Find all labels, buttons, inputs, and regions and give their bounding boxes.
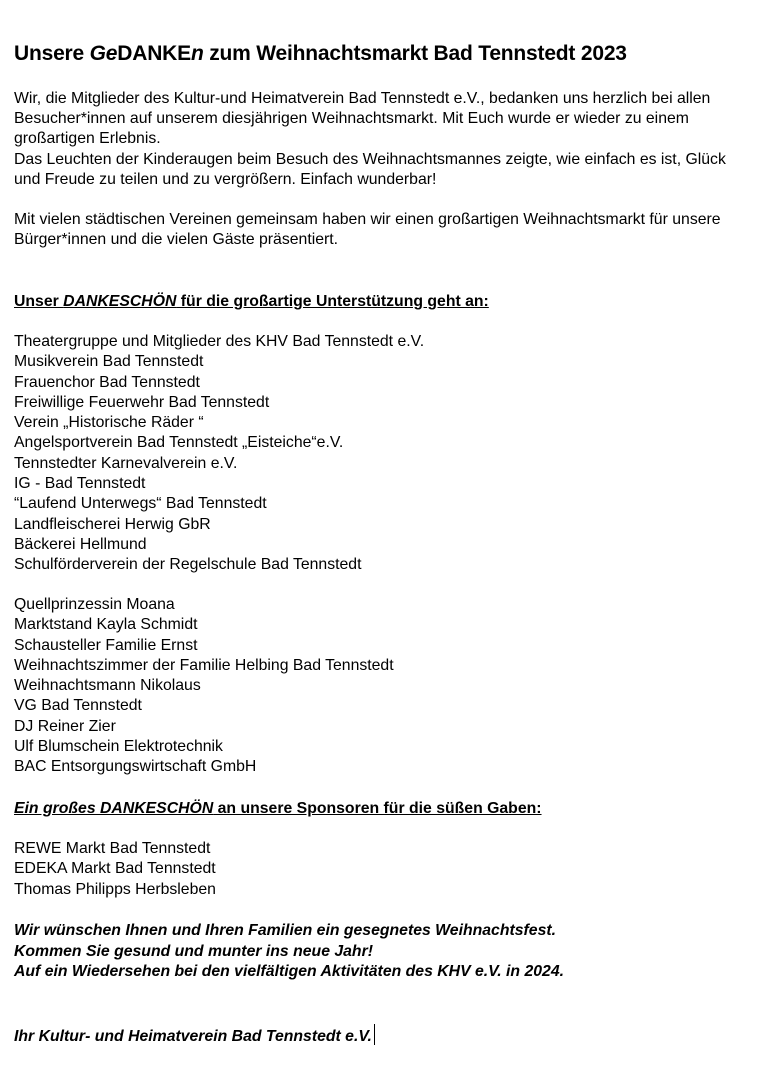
thanks-heading-part-3: für die großartige Unterstützung geht an: — [176, 293, 489, 310]
sponsors-heading-part-2: an unsere Sponsoren für die süßen Gaben: — [213, 800, 542, 817]
list-item: Weihnachtszimmer der Familie Helbing Bad Tennstedt — [14, 656, 394, 674]
list-item: Tennstedter Karnevalverein e.V. — [14, 454, 238, 472]
list-item: “Laufend Unterwegs“ Bad Tennstedt — [14, 495, 267, 513]
title-part-5: zum Weihnachtsmarkt Bad Tennstedt 2023 — [203, 42, 627, 65]
title-part-2: Ge — [89, 42, 118, 65]
supporters-list-1 — [14, 332, 424, 576]
list-item: Weihnachtsmann Nikolaus — [14, 677, 201, 695]
title-part-3: DANKE — [117, 42, 191, 65]
signature-line — [14, 1024, 375, 1047]
list-item: Marktstand Kayla Schmidt — [14, 616, 198, 634]
signature: Ihr Kultur- und Heimatverein Bad Tennstedt e.V. — [14, 1028, 372, 1045]
text-cursor — [374, 1024, 375, 1045]
intro-paragraph-2: Das Leuchten der Kinderaugen beim Besuch des Weihnachtsmannes zeigte, wie einfach es ist, Glück und Freude zu teilen und zu vergrößern. Einfach wunderbar! — [14, 151, 726, 188]
list-item: Bäckerei Hellmund — [14, 535, 147, 553]
list-item: Schausteller Familie Ernst — [14, 636, 198, 654]
list-item: Freiwillige Feuerwehr Bad Tennstedt — [14, 393, 270, 411]
list-item: Frauenchor Bad Tennstedt — [14, 373, 200, 391]
closing-line: Wir wünschen Ihnen und Ihren Familien ein gesegnetes Weihnachtsfest. — [14, 922, 557, 939]
list-item: EDEKA Markt Bad Tennstedt — [14, 860, 216, 878]
sponsors-heading — [14, 799, 542, 819]
list-item: VG Bad Tennstedt — [14, 697, 142, 715]
list-item: Thomas Philipps Herbsleben — [14, 880, 216, 898]
title-part-4: n — [190, 42, 204, 65]
closing-line: Kommen Sie gesund und munter ins neue Jahr! — [14, 942, 373, 960]
closing-wishes — [14, 921, 564, 983]
sponsors-heading-part-1: Ein großes DANKESCHÖN — [14, 800, 214, 817]
list-item: Landfleischerei Herwig GbR — [14, 515, 211, 533]
list-item: Theatergruppe und Mitglieder des KHV Bad Tennstedt e.V. — [14, 333, 425, 350]
list-item: Verein „Historische Räder “ — [14, 414, 204, 432]
list-item: Musikverein Bad Tennstedt — [14, 353, 204, 371]
intro-paragraph-1: Wir, die Mitglieder des Kultur-und Heimatverein Bad Tennstedt e.V., bedanken uns herzlich bei allen Besucher*innen auf unserem diesjährigen Weihnachtsmarkt. Mit Euch wurde er wieder zu einem großartigen Erlebnis. — [14, 90, 711, 147]
list-item: Ulf Blumschein Elektrotechnik — [14, 738, 223, 756]
thanks-heading-part-2: DANKESCHÖN — [63, 293, 177, 310]
page-title — [14, 42, 627, 66]
list-item: DJ Reiner Zier — [14, 717, 116, 735]
supporters-list-2 — [14, 595, 394, 778]
list-item: Angelsportverein Bad Tennstedt „Eisteiche“e.V. — [14, 434, 344, 452]
list-item: REWE Markt Bad Tennstedt — [14, 840, 211, 857]
sponsors-list — [14, 839, 216, 900]
intro-paragraph-3: Mit vielen städtischen Vereinen gemeinsam haben wir einen großartigen Weihnachtsmarkt für unsere Bürger*innen und die vielen Gäste präsentiert. — [14, 211, 721, 248]
thanks-heading-part-1: Unser — [14, 293, 64, 310]
closing-line: Auf ein Wiedersehen bei den vielfältigen Aktivitäten des KHV e.V. in 2024. — [14, 963, 564, 980]
title-part-1: Unsere — [14, 42, 90, 65]
list-item: IG - Bad Tennstedt — [14, 475, 146, 493]
thanks-heading — [14, 292, 489, 312]
list-item: Schulförderverein der Regelschule Bad Tennstedt — [14, 556, 362, 574]
list-item: Quellprinzessin Moana — [14, 596, 175, 613]
list-item: BAC Entsorgungswirtschaft GmbH — [14, 758, 257, 776]
